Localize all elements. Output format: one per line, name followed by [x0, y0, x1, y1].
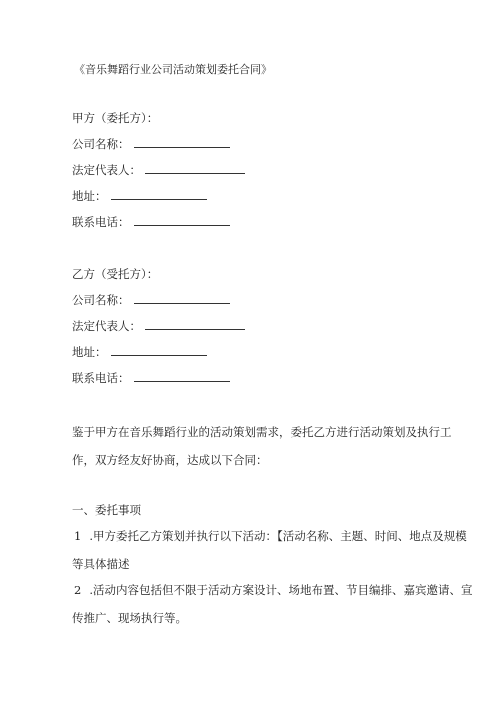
- party-b-company-row: [72, 292, 230, 308]
- item-2-number: 2: [74, 583, 82, 597]
- party-b-address-label: 地址：: [72, 345, 107, 359]
- party-b-legal-rep-row: [72, 318, 245, 334]
- party-a-heading: 甲方（委托方）：: [72, 111, 159, 125]
- party-a-company-row: [72, 136, 230, 152]
- item-1-text: .甲方委托乙方策划并执行以下活动：【活动名称、主题、时间、地点及规模: [89, 529, 467, 543]
- party-b-phone-row: [72, 370, 230, 386]
- item-2-text: .活动内容包括但不限于活动方案设计、场地布置、节目编排、嘉宾邀请、宣: [89, 583, 473, 597]
- document-title: 《音乐舞蹈行业公司活动策划委托合同》: [74, 63, 272, 76]
- party-b-company-blank: [134, 302, 230, 304]
- party-b-address-row: [72, 344, 207, 360]
- party-b-legal-rep-blank: [145, 328, 245, 330]
- party-b-legal-rep-label: 法定代表人：: [72, 319, 141, 333]
- preamble-line-1: 鉴于甲方在音乐舞蹈行业的活动策划需求，委托乙方进行活动策划及执行工: [72, 425, 452, 439]
- section-1-item-1-cont: 等具体描述: [72, 557, 130, 571]
- party-a-company-blank: [134, 146, 230, 148]
- item-1-number: 1: [74, 529, 82, 543]
- section-1-item-2-cont: 传推广、现场执行等。: [72, 611, 187, 625]
- party-a-legal-rep-row: [72, 162, 245, 178]
- party-a-address-row: [72, 188, 207, 204]
- preamble-line-2: 作，双方经友好协商，达成以下合同：: [72, 453, 268, 467]
- party-a-address-label: 地址：: [72, 189, 107, 203]
- section-1-item-1: [74, 528, 467, 544]
- party-b-company-label: 公司名称：: [72, 293, 130, 307]
- party-a-legal-rep-blank: [145, 172, 245, 174]
- party-b-address-blank: [111, 354, 207, 356]
- section-1-item-2: [74, 582, 472, 598]
- party-b-phone-blank: [134, 380, 230, 382]
- section-1-heading: 一、委托事项: [72, 503, 141, 517]
- party-a-legal-rep-label: 法定代表人：: [72, 163, 141, 177]
- party-a-phone-blank: [134, 224, 230, 226]
- party-a-company-label: 公司名称：: [72, 137, 130, 151]
- party-b-heading: 乙方（受托方）：: [72, 267, 159, 281]
- party-a-phone-row: [72, 214, 230, 230]
- party-a-phone-label: 联系电话：: [72, 215, 130, 229]
- party-a-address-blank: [111, 198, 207, 200]
- party-b-phone-label: 联系电话：: [72, 371, 130, 385]
